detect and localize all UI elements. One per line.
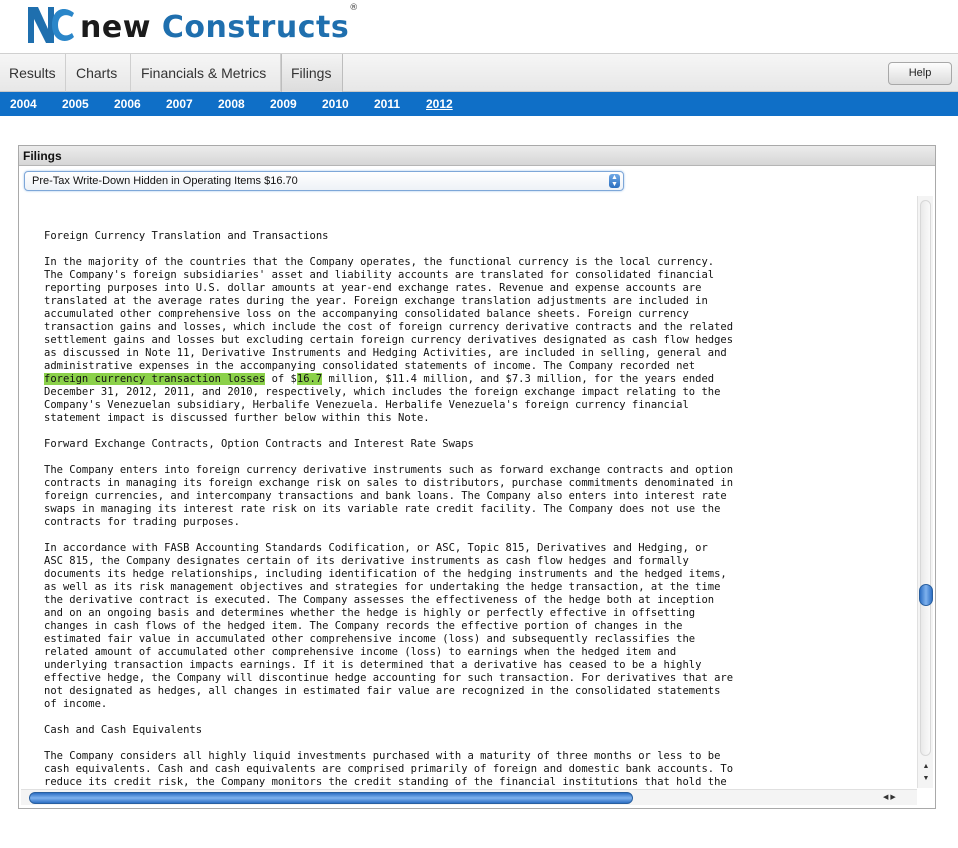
triangle-down-icon[interactable]: ▼ (922, 775, 930, 782)
horizontal-scroll-thumb[interactable] (29, 792, 633, 804)
year-link-2010[interactable]: 2010 (322, 97, 349, 111)
tab-filings[interactable]: Filings (281, 54, 343, 92)
brand-name[interactable] (80, 3, 359, 45)
year-link-2012[interactable]: 2012 (426, 97, 453, 111)
brand-name-first: new (80, 10, 151, 45)
filing-select[interactable] (24, 171, 624, 191)
highlight-phrase: foreign currency transaction losses (44, 373, 266, 385)
vertical-scrollbar[interactable] (917, 196, 933, 788)
header (0, 0, 958, 53)
triangle-right-icon[interactable]: ▶ (890, 794, 896, 801)
year-link-2005[interactable]: 2005 (62, 97, 89, 111)
document-text (44, 230, 733, 788)
vertical-scroll-thumb[interactable] (919, 584, 933, 606)
logo-mark-icon (22, 3, 74, 49)
filings-panel (18, 145, 936, 809)
help-button[interactable]: Help (888, 62, 952, 85)
year-link-2004[interactable]: 2004 (10, 97, 37, 111)
year-link-2009[interactable]: 2009 (270, 97, 297, 111)
tab-results[interactable]: Results (0, 54, 66, 92)
brand-name-second: Constructs (161, 10, 350, 45)
vertical-scroll-track[interactable] (920, 200, 931, 756)
year-link-2006[interactable]: 2006 (114, 97, 141, 111)
registered-mark: ® (349, 3, 359, 13)
horizontal-scroll-arrows (883, 792, 917, 804)
triangle-up-icon[interactable]: ▲ (922, 763, 930, 770)
main-nav (0, 53, 958, 92)
panel-title: Filings (19, 146, 935, 166)
document-viewer[interactable] (21, 196, 917, 788)
year-bar (0, 92, 958, 116)
tab-charts[interactable]: Charts (67, 54, 131, 92)
year-link-2008[interactable]: 2008 (218, 97, 245, 111)
filing-select-value: Pre-Tax Write-Down Hidden in Operating Items $16.70 (32, 175, 298, 187)
doc-text-after: million, $11.4 million, and $7.3 million, for the years ended December 31, 2012, 2011, and 2010, respectively, which includes the foreign exchange impact relating to the Company's Venezuelan subsidiary, Herbalife Venezuela. Herbalife Venezuela's foreign currency financial statement impact is discussed further below within this Note. Forward Exchange Contracts, Option Contracts and Interest Rate Swaps The Company enters into foreign currency derivative instruments such as forward exchange contracts and option contracts in managing its foreign exchange risk on sales to distributors, purchase commitments denominated in foreign currencies, and intercompany transactions and bank loans. The Company also enters into interest rate swaps in managing its interest rate risk on its variable rate credit facility. The Company does not use the contracts for trading purposes. In accordance with FASB Accounting Standards Codification, or ASC, Topic 815, Derivatives and Hedging, or ASC 815, the Company designates certain of its derivative instruments as cash flow hedges and formally documents its hedge relationships, including identification of the hedging instruments and the hedged items, as well as its risk management objectives and strategies for undertaking the hedge transaction, at the time the derivative contract is executed. The Company assesses the effectiveness of the hedge both at inception and on an ongoing basis and determines whether the hedge is highly or perfectly effective in offsetting changes in cash flows of the hedged item. The Company records the effective portion of changes in the estimated fair value in accumulated other comprehensive income (loss) and subsequently reclassifies the related amount of accumulated other comprehensive income (loss) to earnings when the hedged item and underlying transaction impacts earnings. If it is determined that a derivative has ceased to be a highly effective hedge, the Company will discontinue hedge accounting for such transaction. For derivatives that are not designated as hedges, all changes in estimated fair value are recognized in the consolidated statements of income. Cash and Cash Equivalents The Company considers all highly liquid investments purchased with a maturity of three months or less to be cash equivalents. Cash and cash equivalents are comprised primarily of foreign and domestic bank accounts. To reduce its credit risk, the Company monitors the credit standing of the financial institutions that hold the (44, 373, 734, 788)
year-link-2011[interactable]: 2011 (374, 97, 401, 111)
doc-text-between: of $ (265, 373, 297, 385)
updown-arrows-icon: ▲ ▼ (609, 174, 620, 188)
horizontal-scrollbar[interactable] (21, 789, 917, 805)
tab-financials-metrics[interactable]: Financials & Metrics (132, 54, 281, 92)
highlight-amount: 16.7 (296, 373, 323, 385)
doc-text-before: Foreign Currency Translation and Transactions In the majority of the countries that the Company operates, the functional currency is the local currency. The Company's foreign subsidiaries' asset and liability accounts are translated for consolidated financial reporting purposes into U.S. dollar amounts at year-end exchange rates. Revenue and expense accounts are translated at the average rates during the year. Foreign exchange translation adjustments are included in accumulated other comprehensive loss on the accompanying consolidated balance sheets. Foreign currency transaction gains and losses, which include the cost of foreign currency derivative contracts and the related settlement gains and losses but excluding certain foreign currency derivatives designated as cash flow hedges as discussed in Note 11, Derivative Instruments and Hedging Activities, are included in selling, general and administrative expenses in the accompanying consolidated statements of income. The Company recorded net (44, 230, 734, 372)
year-link-2007[interactable]: 2007 (166, 97, 193, 111)
triangle-left-icon[interactable]: ◀ (883, 794, 889, 801)
